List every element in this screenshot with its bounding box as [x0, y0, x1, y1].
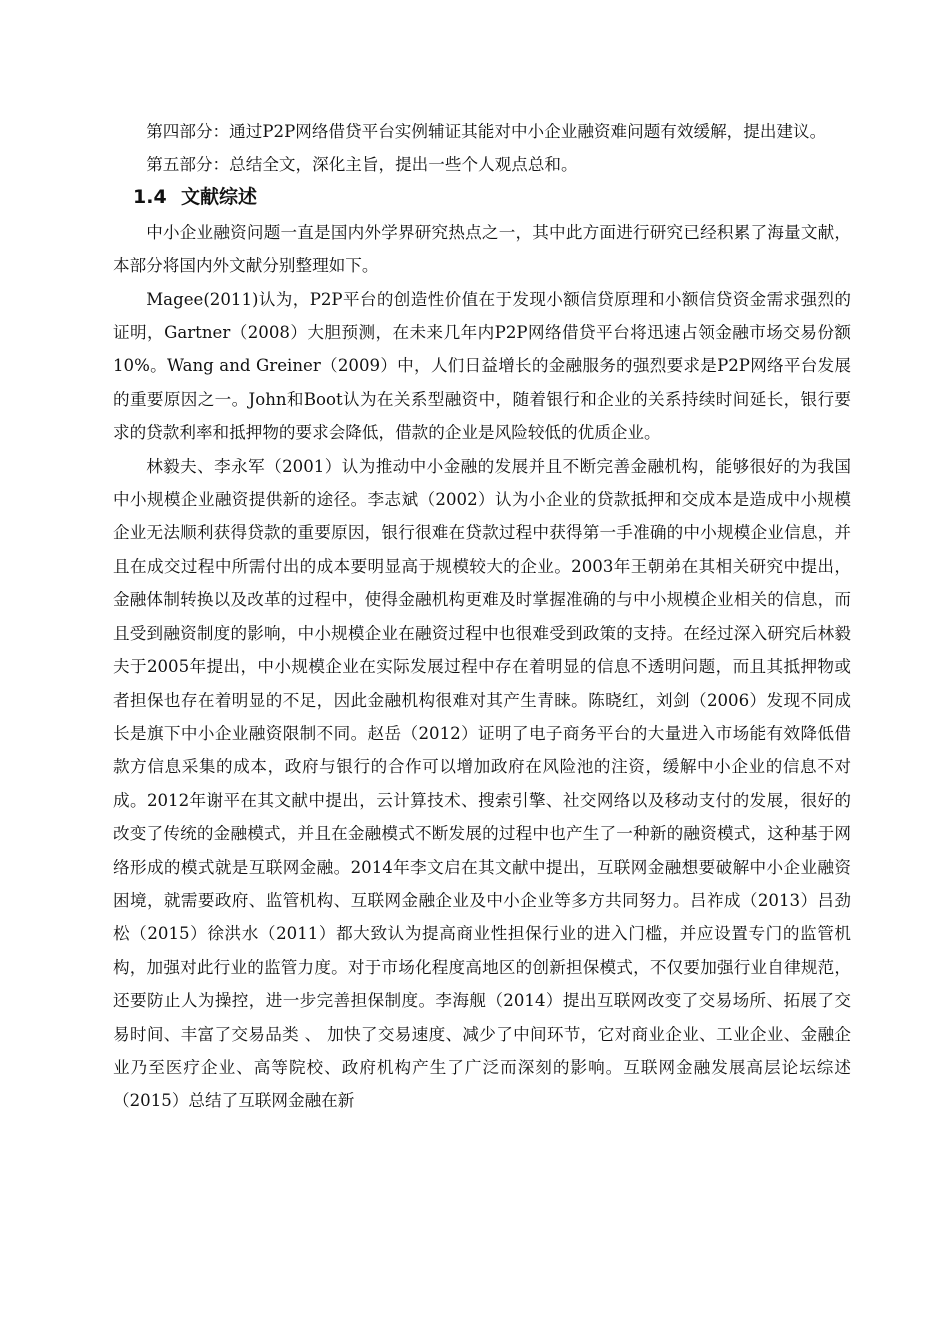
paragraph-foreign-literature: Magee(2011)认为，P2P平台的创造性价值在于发现小额信贷原理和小额信贷资金需求强烈的证明，Gartner（2008）大胆预测，在未来几年内P2P网络借贷平台将迅速占领金融市场交易份额10%。Wang and Greiner（2009）中，人们日益增长的金融服务的强烈要求是P2P网络平台发展的重要原因之一。John和Boot认为在关系型融资中，随着银行和企业的关系持续时间延长，银行要求的贷款利率和抵押物的要求会降低，借款的企业是风险较低的优质企业。 — [113, 289, 851, 443]
paragraph-part-five: 第五部分：总结全文，深化主旨，提出一些个人观点总和。 — [146, 155, 578, 175]
paragraph-domestic-literature: 林毅夫、李永军（2001）认为推动中小金融的发展并且不断完善金融机构，能够很好的为我国中小规模企业融资提供新的途径。李志斌（2002）认为小企业的贷款抵押和交成本是造成中小规模企业无法顺利获得贷款的重要原因，银行很难在贷款过程中获得第一手准确的中小规模企业信息，并且在成交过程中所需付出的成本要明显高于规模较大的企业。2003年王朝弟在其相关研究中提出，金融体制转换以及改革的过程中，使得金融机构更难及时掌握准确的与中小规模企业相关的信息，而且受到融资制度的影响，中小规模企业在融资过程中也很难受到政策的支持。在经过深入研究后林毅夫于2005年提出，中小规模企业在实际发展过程中存在着明显的信息不透明问题，而且其抵押物或者担保也存在着明显的不足，因此金融机构很难对其产生青睐。陈晓红，刘剑（2006）发现不同成长是旗下中小企业融资限制不同。赵岳（2012）证明了电子商务平台的大量进入市场能有效降低借款方信息采集的成本，政府与银行的合作可以增加政府在风险池的注资，缓解中小企业的信息不对成。2012年谢平在其文献中提出，云计算技术、搜索引擎、社交网络以及移动支付的发展，很好的改变了传统的金融模式，并且在金融模式不断发展的过程中也产生了一种新的融资模式，这种基于网络形成的模式就是互联网金融。2014年李文启在其文献中提出，互联网金融想要破解中小企业融资困境，就需要政府、监管机构、互联网金融企业及中小企业等多方共同努力。吕祚成（2013）吕劲松（2015）徐洪水（2011）都大致认为提高商业性担保行业的进入门槛，并应设置专门的监管机构，加强对此行业的监管力度。对于市场化程度高地区的创新担保模式，不仅要加强行业自律规范，还要防止人为操控，进一步完善担保制度。李海舰（2014）提出互联网改变了交易场所、拓展了交易时间、丰富了交易品类 、 加快了交易速度、减少了中间环节，它对商业企业、工业企业、金融企业乃至医疗企业、高等院校、政府机构产生了广泛而深刻的影响。互联网金融发展高层论坛综述（2015）总结了互联网金融在新 — [113, 456, 851, 1111]
paragraph-intro: 中小企业融资问题一直是国内外学界研究热点之一，其中此方面进行研究已经积累了海量文献，本部分将国内外文献分别整理如下。 — [113, 222, 851, 276]
paragraph-part-four: 第四部分：通过P2P网络借贷平台实例辅证其能对中小企业融资难问题有效缓解，提出建议。 — [146, 122, 827, 141]
document-body — [113, 115, 851, 1118]
section-title: 文献综述 — [181, 185, 258, 208]
section-heading — [113, 182, 851, 216]
section-number: 1.4 — [133, 185, 167, 208]
